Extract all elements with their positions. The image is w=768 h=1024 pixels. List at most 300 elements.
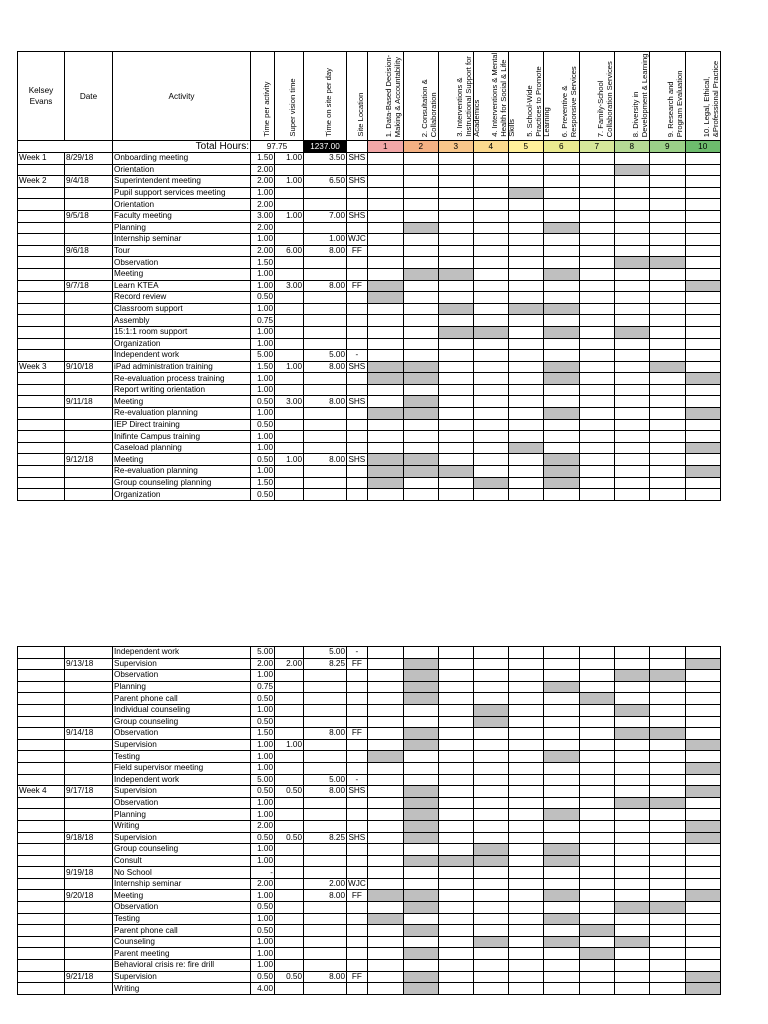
week-cell	[18, 867, 65, 879]
domain-cell-10	[685, 890, 720, 902]
domain-cell-3	[438, 681, 473, 693]
domain-cell-7	[579, 477, 614, 489]
domain-cell-6	[543, 153, 579, 165]
domain-cell-8	[614, 878, 649, 890]
domain-cell-3	[438, 222, 473, 234]
domain-cell-5	[508, 303, 543, 315]
supervision-time-cell	[275, 902, 304, 914]
site-location-header: Site Location	[347, 52, 368, 141]
week-cell	[18, 832, 65, 844]
domain-cell-3	[438, 176, 473, 188]
domain-cell-5	[508, 716, 543, 728]
domain-cell-4	[473, 832, 508, 844]
table-row	[18, 820, 721, 832]
domain-cell-7	[579, 164, 614, 176]
supervision-time-cell	[275, 878, 304, 890]
table-row	[18, 373, 721, 385]
date-cell	[65, 681, 113, 693]
time-per-activity-cell: 2.00	[251, 164, 275, 176]
domain-cell-8	[614, 948, 649, 960]
domain-header-6: 6. Preventive & Responsive Services	[543, 52, 579, 141]
week-cell	[18, 257, 65, 269]
domain-cell-5	[508, 647, 543, 659]
date-cell	[65, 936, 113, 948]
site-location-cell	[347, 164, 368, 176]
domain-cell-9	[649, 303, 685, 315]
domain-cell-5	[508, 960, 543, 972]
domain-cell-10	[685, 153, 720, 165]
domain-cell-2	[403, 786, 438, 798]
domain-header-2: 2. Consultation & Collaboration	[403, 52, 438, 141]
site-location-cell	[347, 948, 368, 960]
domain-cell-1	[367, 303, 403, 315]
date-cell	[65, 855, 113, 867]
domain-cell-3	[438, 960, 473, 972]
domain-cell-10	[685, 797, 720, 809]
domain-number-4: 4	[473, 141, 508, 153]
date-cell	[65, 948, 113, 960]
domain-cell-10	[685, 647, 720, 659]
domain-cell-4	[473, 751, 508, 763]
time-on-site-cell: 5.00	[304, 350, 347, 362]
time-per-activity-cell: 2.00	[251, 658, 275, 670]
domain-cell-3	[438, 786, 473, 798]
domain-cell-7	[579, 890, 614, 902]
domain-cell-1	[367, 187, 403, 199]
domain-cell-9	[649, 408, 685, 420]
domain-cell-4	[473, 234, 508, 246]
domain-cell-6	[543, 315, 579, 327]
time-per-activity-cell: 1.00	[251, 280, 275, 292]
week-cell	[18, 268, 65, 280]
date-cell	[65, 716, 113, 728]
domain-cell-2	[403, 477, 438, 489]
activity-cell: Observation	[113, 257, 251, 269]
site-location-cell: SHS	[348, 454, 366, 464]
domain-cell-5	[508, 350, 543, 362]
domain-cell-3	[438, 268, 473, 280]
total-hours-label: Total Hours:	[113, 141, 251, 153]
domain-cell-8	[614, 466, 649, 478]
domain-cell-3	[438, 373, 473, 385]
domain-cell-7	[579, 187, 614, 199]
week-cell	[18, 971, 65, 983]
domain-cell-10	[685, 762, 720, 774]
domain-cell-9	[649, 716, 685, 728]
site-location-cell	[347, 257, 368, 269]
site-location-cell	[347, 902, 368, 914]
domain-cell-1	[367, 658, 403, 670]
domain-cell-2	[403, 431, 438, 443]
time-on-site-cell	[304, 419, 347, 431]
site-location-cell: SHS	[348, 832, 366, 842]
activity-cell: Re-evaluation planning	[113, 408, 251, 420]
activity-cell: Planning	[113, 809, 251, 821]
domain-cell-2	[403, 704, 438, 716]
domain-cell-4	[473, 373, 508, 385]
activity-cell: Planning	[113, 222, 251, 234]
domain-cell-5	[508, 326, 543, 338]
activity-cell: Pupil support services meeting	[113, 187, 251, 199]
domain-cell-5	[508, 762, 543, 774]
table-row	[18, 489, 721, 501]
domain-cell-3	[438, 844, 473, 856]
domain-cell-9	[649, 245, 685, 257]
domain-cell-6	[543, 199, 579, 211]
domain-cell-9	[649, 786, 685, 798]
domain-cell-6	[543, 809, 579, 821]
time-on-site-cell: 6.50	[304, 176, 347, 188]
domain-cell-1	[367, 373, 403, 385]
activity-cell: Superintendent meeting	[113, 176, 251, 188]
date-cell	[65, 878, 113, 890]
domain-cell-2	[403, 489, 438, 501]
domain-cell-2	[403, 751, 438, 763]
domain-cell-3	[438, 153, 473, 165]
domain-cell-9	[649, 315, 685, 327]
domain-cell-4	[473, 728, 508, 740]
domain-cell-5	[508, 187, 543, 199]
date-cell	[65, 268, 113, 280]
supervision-time-cell	[275, 844, 304, 856]
domain-cell-6	[543, 832, 579, 844]
domain-cell-2	[403, 153, 438, 165]
domain-cell-4	[473, 704, 508, 716]
domain-cell-3	[438, 326, 473, 338]
domain-cell-1	[367, 315, 403, 327]
time-per-activity-cell: 1.00	[251, 960, 275, 972]
domain-cell-2	[403, 739, 438, 751]
time-on-site-cell	[304, 948, 347, 960]
activity-cell: Supervision	[113, 786, 251, 798]
supervision-time-cell	[275, 489, 304, 501]
site-location-cell	[347, 384, 368, 396]
domain-cell-3	[438, 902, 473, 914]
domain-cell-1	[367, 844, 403, 856]
domain-cell-1	[367, 466, 403, 478]
supervision-time-cell	[275, 199, 304, 211]
domain-cell-1	[367, 280, 403, 292]
domain-cell-5	[508, 489, 543, 501]
time-per-activity-cell: 1.50	[251, 153, 275, 165]
time-per-activity-cell: 0.50	[251, 419, 275, 431]
site-location-cell: SHS	[348, 153, 366, 163]
time-on-site-cell	[304, 466, 347, 478]
domain-cell-2	[403, 257, 438, 269]
time-on-site-cell	[304, 164, 347, 176]
domain-cell-9	[649, 396, 685, 408]
domain-cell-8	[614, 809, 649, 821]
week-cell	[18, 751, 65, 763]
domain-cell-5	[508, 809, 543, 821]
date-cell	[65, 338, 113, 350]
table-row	[18, 245, 721, 257]
time-per-activity-cell: 1.00	[251, 948, 275, 960]
domain-cell-8	[614, 936, 649, 948]
domain-cell-3	[438, 408, 473, 420]
domain-number-3: 3	[438, 141, 473, 153]
date-cell	[65, 774, 113, 786]
time-on-site-cell: 8.25	[304, 658, 347, 670]
domain-cell-4	[473, 913, 508, 925]
domain-cell-4	[473, 384, 508, 396]
time-on-site-cell: 8.00	[304, 396, 347, 408]
domain-cell-10	[685, 936, 720, 948]
domain-cell-4	[473, 739, 508, 751]
domain-cell-5	[508, 948, 543, 960]
date-cell: 9/10/18	[65, 361, 113, 373]
domain-cell-2	[403, 855, 438, 867]
domain-cell-10	[685, 361, 720, 373]
time-on-site-cell: 5.00	[304, 647, 347, 659]
domain-cell-8	[614, 983, 649, 995]
time-on-site-cell: 8.00	[304, 454, 347, 466]
domain-cell-10	[685, 350, 720, 362]
domain-cell-4	[473, 199, 508, 211]
domain-cell-6	[543, 419, 579, 431]
date-cell	[65, 257, 113, 269]
domain-cell-3	[438, 384, 473, 396]
domain-cell-9	[649, 983, 685, 995]
domain-cell-4	[473, 948, 508, 960]
hours-log-table	[17, 51, 721, 501]
time-per-activity-cell: 5.00	[251, 647, 275, 659]
domain-cell-6	[543, 373, 579, 385]
supervision-time-cell	[275, 222, 304, 234]
domain-cell-8	[614, 408, 649, 420]
domain-header-5: 5. School-Wide Practices to Promote Learning	[508, 52, 543, 141]
domain-cell-6	[543, 245, 579, 257]
time-on-site-cell	[304, 809, 347, 821]
time-per-activity-cell: 1.00	[251, 751, 275, 763]
time-on-site-cell	[304, 751, 347, 763]
domain-cell-7	[579, 670, 614, 682]
time-per-activity-cell: 2.00	[251, 199, 275, 211]
activity-cell: Group counseling	[113, 844, 251, 856]
domain-cell-10	[685, 315, 720, 327]
site-location-cell	[347, 326, 368, 338]
domain-cell-5	[508, 222, 543, 234]
domain-cell-5	[508, 431, 543, 443]
domain-cell-1	[367, 762, 403, 774]
hours-log-table-continued	[17, 646, 721, 995]
supervision-time-cell	[275, 477, 304, 489]
time-per-activity-cell: 1.00	[251, 373, 275, 385]
domain-cell-2	[403, 902, 438, 914]
time-per-activity-cell: 1.00	[251, 466, 275, 478]
domain-cell-8	[614, 431, 649, 443]
week-cell	[18, 878, 65, 890]
domain-cell-8	[614, 820, 649, 832]
time-per-activity-cell: 5.00	[251, 774, 275, 786]
site-location-cell	[347, 704, 368, 716]
supervision-time-cell	[275, 257, 304, 269]
table-row	[18, 292, 721, 304]
supervision-time-cell	[275, 384, 304, 396]
domain-cell-4	[473, 187, 508, 199]
domain-cell-7	[579, 658, 614, 670]
domain-cell-3	[438, 867, 473, 879]
domain-cell-2	[403, 809, 438, 821]
domain-cell-1	[367, 867, 403, 879]
site-location-cell	[347, 693, 368, 705]
domain-cell-10	[685, 774, 720, 786]
date-cell: 9/17/18	[65, 786, 113, 798]
domain-cell-2	[403, 728, 438, 740]
domain-cell-1	[367, 855, 403, 867]
domain-cell-5	[508, 153, 543, 165]
domain-cell-9	[649, 431, 685, 443]
domain-cell-2	[403, 797, 438, 809]
week-cell	[18, 820, 65, 832]
domain-cell-10	[685, 326, 720, 338]
domain-cell-9	[649, 693, 685, 705]
site-location-cell: -	[347, 647, 368, 659]
domain-cell-7	[579, 728, 614, 740]
site-location-cell	[347, 303, 368, 315]
activity-cell: Meeting	[113, 268, 251, 280]
table-row	[18, 913, 721, 925]
supervision-time-cell	[275, 431, 304, 443]
domain-cell-3	[438, 913, 473, 925]
time-per-activity-cell: 1.00	[251, 809, 275, 821]
domain-cell-8	[614, 361, 649, 373]
domain-cell-9	[649, 936, 685, 948]
domain-cell-2	[403, 913, 438, 925]
site-location-cell: FF	[347, 280, 368, 292]
domain-cell-6	[543, 647, 579, 659]
domain-cell-3	[438, 164, 473, 176]
domain-cell-2	[403, 245, 438, 257]
domain-cell-3	[438, 361, 473, 373]
domain-cell-2	[403, 832, 438, 844]
time-on-site-cell	[304, 844, 347, 856]
activity-cell: Observation	[113, 728, 251, 740]
domain-cell-2	[403, 384, 438, 396]
domain-cell-2	[403, 647, 438, 659]
time-per-activity-cell: -	[251, 867, 275, 879]
activity-cell: Inifinte Campus training	[113, 431, 251, 443]
domain-cell-8	[614, 326, 649, 338]
domain-cell-9	[649, 361, 685, 373]
domain-cell-9	[649, 326, 685, 338]
domain-cell-5	[508, 913, 543, 925]
date-cell: 8/29/18	[65, 153, 113, 165]
domain-cell-3	[438, 948, 473, 960]
domain-cell-5	[508, 693, 543, 705]
domain-cell-2	[403, 890, 438, 902]
domain-cell-3	[438, 466, 473, 478]
date-cell	[65, 739, 113, 751]
domain-cell-7	[579, 878, 614, 890]
supervision-time-cell	[275, 408, 304, 420]
domain-cell-3	[438, 647, 473, 659]
activity-cell: Independent work	[113, 647, 251, 659]
domain-cell-2	[403, 820, 438, 832]
supervision-time-cell	[275, 820, 304, 832]
site-location-cell	[347, 960, 368, 972]
date-cell	[65, 762, 113, 774]
supervision-time-cell	[275, 809, 304, 821]
domain-cell-4	[473, 658, 508, 670]
week-cell	[18, 844, 65, 856]
table-row	[18, 704, 721, 716]
domain-cell-8	[614, 658, 649, 670]
week-cell	[18, 902, 65, 914]
domain-cell-4	[473, 670, 508, 682]
week-cell	[18, 187, 65, 199]
supervision-time-cell	[275, 936, 304, 948]
domain-cell-10	[685, 867, 720, 879]
date-cell	[65, 187, 113, 199]
domain-cell-2	[403, 361, 438, 373]
domain-cell-8	[614, 890, 649, 902]
time-per-activity-cell: 0.50	[251, 693, 275, 705]
domain-cell-10	[685, 971, 720, 983]
domain-cell-5	[508, 257, 543, 269]
site-location-cell	[347, 739, 368, 751]
domain-cell-4	[473, 210, 508, 222]
activity-cell: Organization	[113, 338, 251, 350]
domain-cell-10	[685, 960, 720, 972]
domain-cell-4	[473, 693, 508, 705]
site-location-cell	[347, 844, 368, 856]
domain-cell-2	[403, 315, 438, 327]
domain-cell-6	[543, 222, 579, 234]
site-location-cell: FF	[347, 971, 368, 983]
domain-cell-1	[367, 153, 403, 165]
domain-cell-6	[543, 326, 579, 338]
supervision-time-cell	[275, 268, 304, 280]
site-location-cell	[347, 762, 368, 774]
time-per-activity-cell: 0.75	[251, 681, 275, 693]
site-location-cell: SHS	[348, 211, 366, 221]
date-cell	[65, 477, 113, 489]
domain-cell-8	[614, 867, 649, 879]
domain-cell-10	[685, 809, 720, 821]
week-cell	[18, 762, 65, 774]
supervision-time-cell	[275, 716, 304, 728]
week-cell: Week 3	[18, 361, 65, 373]
date-cell	[65, 408, 113, 420]
domain-cell-10	[685, 948, 720, 960]
date-cell: 9/18/18	[65, 832, 113, 844]
domain-cell-3	[438, 704, 473, 716]
table-row	[18, 832, 721, 844]
time-on-site-cell: 7.00	[304, 210, 347, 222]
domain-cell-5	[508, 199, 543, 211]
supervision-time-cell: 6.00	[275, 245, 304, 257]
total-activity-hours: 97.75	[251, 141, 304, 153]
domain-cell-8	[614, 210, 649, 222]
domain-number-10: 10	[685, 141, 720, 153]
domain-cell-3	[438, 936, 473, 948]
domain-cell-7	[579, 925, 614, 937]
site-location-cell	[347, 431, 368, 443]
date-cell	[65, 960, 113, 972]
supervision-time-cell: 1.00	[275, 739, 304, 751]
domain-cell-1	[367, 442, 403, 454]
time-per-activity-cell: 0.50	[251, 925, 275, 937]
activity-cell: Tour	[113, 245, 251, 257]
domain-cell-8	[614, 762, 649, 774]
domain-cell-1	[367, 820, 403, 832]
week-cell	[18, 466, 65, 478]
domain-cell-4	[473, 489, 508, 501]
domain-cell-5	[508, 419, 543, 431]
domain-cell-2	[403, 396, 438, 408]
time-on-site-cell	[304, 268, 347, 280]
